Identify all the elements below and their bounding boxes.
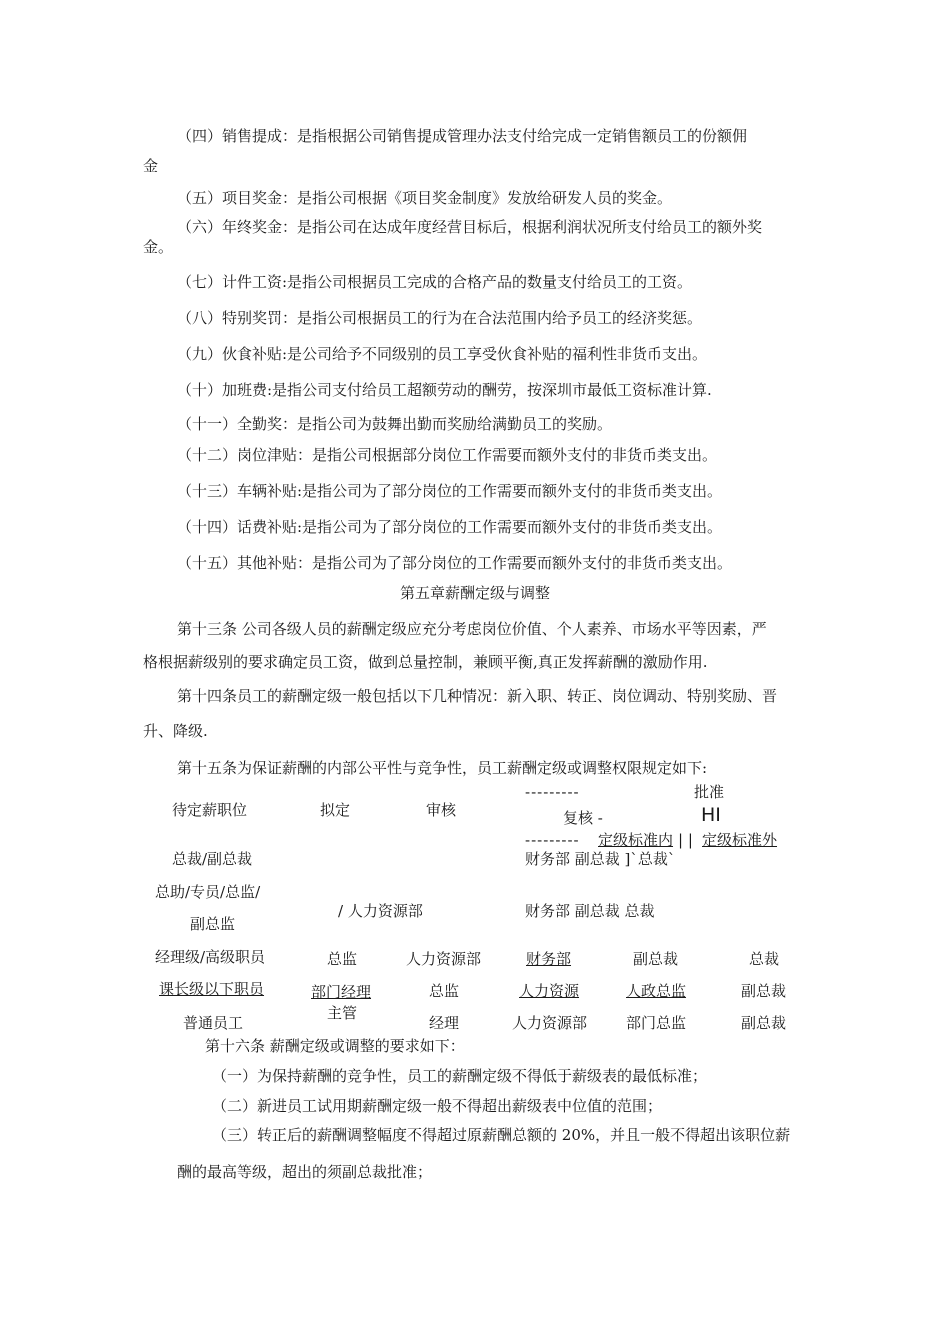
row4-draft: 部门经理 <box>311 983 372 1001</box>
row4-position: 课长级以下职员 <box>159 980 265 998</box>
row5-position: 普通员工 <box>183 1014 244 1032</box>
header-draft: 拟定 <box>320 801 351 819</box>
header-within-standard: 定级标准内 <box>598 831 674 849</box>
article-13-line2: 格根据薪级别的要求确定员工资，做到总量控制，兼顾平衡,真正发挥薪酬的激励作用. <box>143 653 708 671</box>
header-position: 待定薪职位 <box>172 801 248 819</box>
header-hi: HI <box>701 804 721 826</box>
item-8: （八）特别奖罚：是指公司根据员工的行为在合法范围内给予员工的经济奖惩。 <box>177 309 703 327</box>
item-12: （十二）岗位津贴：是指公司根据部分岗位工作需要而额外支付的非货币类支出。 <box>177 446 718 464</box>
row5-outside: 副总裁 <box>741 1014 787 1032</box>
header-approve: 批准 <box>694 783 725 801</box>
item-10: （十）加班费:是指公司支付给员工超额劳动的酬劳，按深圳市最低工资标准计算. <box>177 381 712 399</box>
row5-draft-top: 主管 <box>327 1004 358 1022</box>
row4-within: 人政总监 <box>626 982 687 1000</box>
row5-audit: 经理 <box>429 1014 460 1032</box>
article-14-line2: 升、降级. <box>143 722 208 740</box>
row1-position: 总裁/副总裁 <box>172 850 253 868</box>
row5-review: 人力资源部 <box>512 1014 588 1032</box>
item-6-line1: （六）年终奖金：是指公司在达成年度经营目标后，根据利润状况所支付给员工的额外奖 <box>177 218 763 236</box>
article-14-line1: 第十四条员工的薪酬定级一般包括以下几种情况：新入职、转正、岗位调动、特别奖励、晋 <box>177 687 778 705</box>
requirement-3-line2: 酬的最高等级，超出的须副总裁批准； <box>177 1163 433 1181</box>
row3-position: 经理级/高级职员 <box>155 948 266 966</box>
row4-audit: 总监 <box>429 982 460 1000</box>
header-audit: 审核 <box>426 801 457 819</box>
header-outside-standard: 定级标准外 <box>702 831 778 849</box>
article-16: 第十六条 薪酬定级或调整的要求如下： <box>205 1037 465 1055</box>
header-dash-bottom: --------- <box>525 831 580 849</box>
row1-approvers: 财务部 副总裁 ]`总裁` <box>525 850 676 868</box>
article-13-line1: 第十三条 公司各级人员的薪酬定级应充分考虑岗位价值、个人素养、市场水平等因素，严 <box>177 620 767 638</box>
header-dash-top: --------- <box>525 783 580 801</box>
row3-outside: 总裁 <box>749 950 780 968</box>
row2-draft: / 人力资源部 <box>338 902 423 920</box>
item-13: （十三）车辆补贴:是指公司为了部分岗位的工作需要而额外支付的非货币类支出。 <box>177 482 723 500</box>
chapter-title: 第五章薪酬定级与调整 <box>399 584 550 602</box>
item-4-line1: （四）销售提成：是指根据公司销售提成管理办法支付给完成一定销售额员工的份额佣 <box>177 127 748 145</box>
row3-within: 副总裁 <box>633 950 679 968</box>
row2-approvers: 财务部 副总裁 总裁 <box>525 902 655 920</box>
header-review: 复核 - <box>563 809 603 827</box>
item-14: （十四）话费补贴:是指公司为了部分岗位的工作需要而额外支付的非货币类支出。 <box>177 518 723 536</box>
item-4-line2: 金 <box>143 157 159 175</box>
header-separator: | | <box>678 831 693 849</box>
row4-outside: 副总裁 <box>741 982 787 1000</box>
article-15: 第十五条为保证薪酬的内部公平性与竞争性，员工薪酬定级或调整权限规定如下: <box>177 759 708 777</box>
item-6-line2: 金。 <box>143 238 174 256</box>
row2-position-a: 总助/专员/总监/ <box>155 883 261 901</box>
row4-review: 人力资源 <box>519 982 580 1000</box>
item-5: （五）项目奖金：是指公司根据《项目奖金制度》发放给研发人员的奖金。 <box>177 189 673 207</box>
item-11: （十一）全勤奖：是指公司为鼓舞出勤而奖励给满勤员工的奖励。 <box>177 415 613 433</box>
row3-audit: 人力资源部 <box>406 950 482 968</box>
row3-draft: 总监 <box>327 950 358 968</box>
item-9: （九）伙食补贴:是公司给予不同级别的员工享受伙食补贴的福利性非货币支出。 <box>177 345 708 363</box>
requirement-3-line1: （三）转正后的薪酬调整幅度不得超过原薪酬总额的 20%，并且一般不得超出该职位薪 <box>212 1126 791 1144</box>
row3-review: 财务部 <box>526 950 572 968</box>
requirement-2: （二）新进员工试用期薪酬定级一般不得超出薪级表中位值的范围； <box>212 1097 663 1115</box>
row5-within: 部门总监 <box>626 1014 687 1032</box>
item-7: （七）计件工资:是指公司根据员工完成的合格产品的数量支付给员工的工资。 <box>177 273 693 291</box>
item-15: （十五）其他补贴：是指公司为了部分岗位的工作需要而额外支付的非货币类支出。 <box>177 554 733 572</box>
row2-position-b: 副总监 <box>190 915 236 933</box>
requirement-1: （一）为保持薪酬的竞争性，员工的薪酬定级不得低于薪级表的最低标准； <box>212 1067 708 1085</box>
